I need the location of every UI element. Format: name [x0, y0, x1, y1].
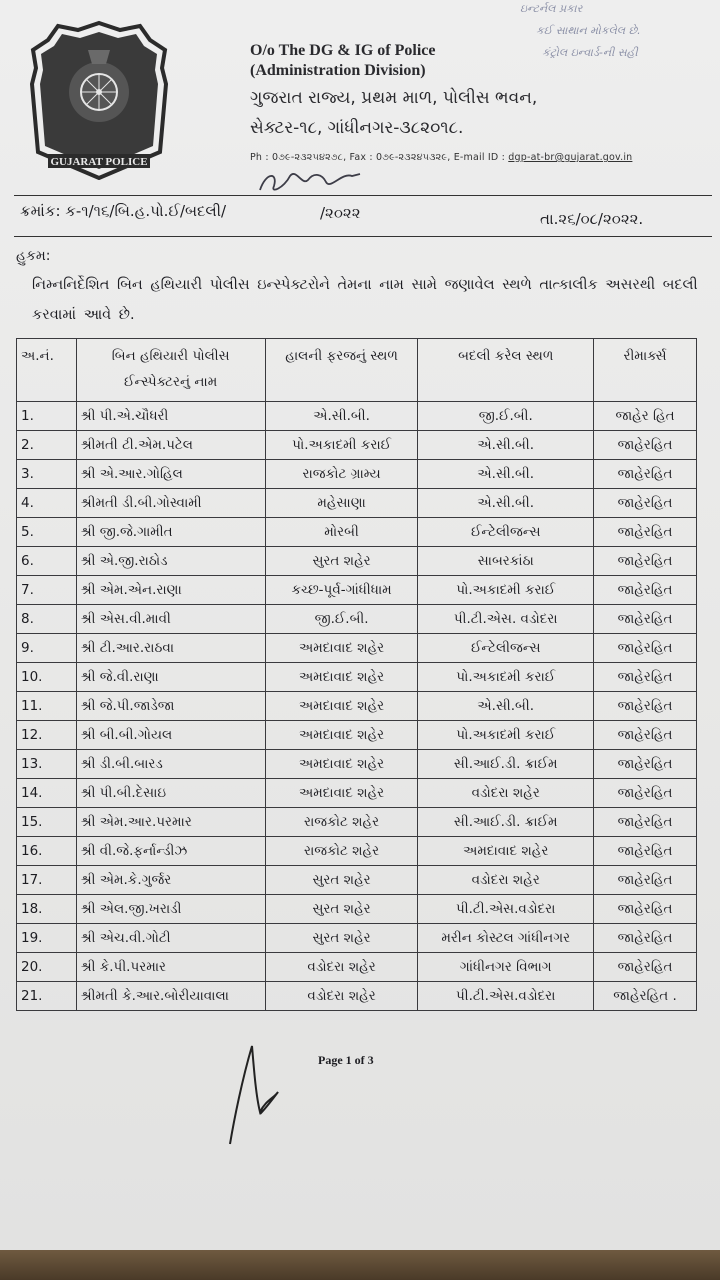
table-row: [17, 576, 697, 605]
cell-current-place: મોરબી: [265, 518, 418, 547]
cell-name: શ્રી એમ.કે.ગુર્જર: [76, 866, 265, 895]
cell-sr: 5.: [17, 518, 77, 547]
cell-transfer-place: સી.આઈ.ડી. ક્રાઈમ: [418, 808, 594, 837]
cell-remarks: જાહેરહિત: [594, 634, 697, 663]
cell-transfer-place: અમદાવાદ શહેર: [418, 837, 594, 866]
order-paragraph: નિમ્નનિર્દેશિત બિન હથિયારી પોલીસ ઇન્સ્પેક્ટરોને તેમના નામ સામે જણાવેલ સ્થળે તાત્કાલીક અસરથી બદલી કરવામાં આવે છે.: [32, 277, 698, 323]
cell-name: શ્રી જે.વી.રાણા: [76, 663, 265, 692]
cell-current-place: રાજકોટ શહેર: [265, 837, 418, 866]
cell-name: શ્રી બી.બી.ગોયલ: [76, 721, 265, 750]
cell-name: શ્રી એ.આર.ગોહિલ: [76, 460, 265, 489]
pencil-note-1: ઇન્ટર્નલ પ્રકાર: [520, 2, 583, 15]
table-row: [17, 460, 697, 489]
order-year: /૨૦૨૨: [320, 204, 361, 222]
header-sr: અ.નં.: [17, 339, 77, 402]
cell-name: શ્રી ડી.બી.બારડ: [76, 750, 265, 779]
cell-transfer-place: ઈન્ટેલીજન્સ: [418, 634, 594, 663]
address-line-1: ગુજરાત રાજ્ય, પ્રથમ માળ, પોલીસ ભવન,: [250, 88, 538, 108]
table-row: [17, 982, 697, 1011]
cell-current-place: સુરત શહેર: [265, 924, 418, 953]
cell-sr: 1.: [17, 402, 77, 431]
table-row: [17, 750, 697, 779]
table-row: [17, 431, 697, 460]
cell-remarks: જાહેરહિત: [594, 576, 697, 605]
cell-sr: 8.: [17, 605, 77, 634]
table-row: [17, 489, 697, 518]
table-row: [17, 866, 697, 895]
table-row: [17, 663, 697, 692]
cell-current-place: સુરત શહેર: [265, 866, 418, 895]
cell-transfer-place: એ.સી.બી.: [418, 692, 594, 721]
cell-remarks: જાહેર હિત: [594, 402, 697, 431]
cell-remarks: જાહેરહિત: [594, 489, 697, 518]
cell-remarks: જાહેરહિત: [594, 605, 697, 634]
cell-transfer-place: એ.સી.બી.: [418, 431, 594, 460]
cell-current-place: વડોદરા શહેર: [265, 982, 418, 1011]
cell-current-place: રાજકોટ શહેર: [265, 808, 418, 837]
cell-current-place: કચ્છ-પૂર્વ-ગાંધીધામ: [265, 576, 418, 605]
cell-transfer-place: પી.ટી.એસ.વડોદરા: [418, 982, 594, 1011]
office-name: O/o The DG & IG of Police: [250, 42, 436, 59]
cell-name: શ્રી એસ.વી.માવી: [76, 605, 265, 634]
contact-phone-fax: Ph : 0૭૯-૨૩૨૫૪૨૭૮, Fax : 0૭૯-૨૩૨૪૫૩૨૯, E-mail ID :: [250, 152, 506, 163]
cell-name: શ્રી જે.પી.જાડેજા: [76, 692, 265, 721]
address-line-2: સેક્ટર-૧૮, ગાંધીનગર-૩૮૨૦૧૮.: [250, 118, 464, 138]
cell-name: શ્રી એલ.જી.ખરાડી: [76, 895, 265, 924]
cell-transfer-place: પો.અકાદમી કરાઈ: [418, 663, 594, 692]
cell-sr: 2.: [17, 431, 77, 460]
cell-current-place: સુરત શહેર: [265, 547, 418, 576]
cell-sr: 4.: [17, 489, 77, 518]
cell-transfer-place: પી.ટી.એસ.વડોદરા: [418, 895, 594, 924]
pencil-note-2: કઈ સાથાન મોકલેલ છે.: [536, 24, 641, 37]
cell-remarks: જાહેરહિત: [594, 431, 697, 460]
header-transfer-place: બદલી કરેલ સ્થળ: [418, 339, 594, 402]
cell-current-place: પો.અકાદમી કરાઈ: [265, 431, 418, 460]
cell-remarks: જાહેરહિત: [594, 692, 697, 721]
cell-transfer-place: ગાંધીનગર વિભાગ: [418, 953, 594, 982]
cell-sr: 11.: [17, 692, 77, 721]
cell-sr: 12.: [17, 721, 77, 750]
cell-name: શ્રી કે.પી.પરમાર: [76, 953, 265, 982]
cell-transfer-place: એ.સી.બી.: [418, 460, 594, 489]
cell-transfer-place: વડોદરા શહેર: [418, 866, 594, 895]
division-name: (Administration Division): [250, 62, 426, 79]
cell-sr: 19.: [17, 924, 77, 953]
table-row: [17, 808, 697, 837]
cell-name: શ્રી જી.જે.ગામીત: [76, 518, 265, 547]
table-row: [17, 692, 697, 721]
cell-remarks: જાહેરહિત: [594, 924, 697, 953]
cell-sr: 9.: [17, 634, 77, 663]
table-row: [17, 721, 697, 750]
table-row: [17, 547, 697, 576]
cell-remarks: જાહેરહિત: [594, 547, 697, 576]
cell-remarks: જાહેરહિત: [594, 837, 697, 866]
cell-sr: 7.: [17, 576, 77, 605]
cell-current-place: એ.સી.બી.: [265, 402, 418, 431]
cell-sr: 3.: [17, 460, 77, 489]
cell-sr: 13.: [17, 750, 77, 779]
cell-sr: 17.: [17, 866, 77, 895]
emblem-text: GUJARAT POLICE: [50, 156, 148, 168]
cell-transfer-place: વડોદરા શહેર: [418, 779, 594, 808]
table-row: [17, 779, 697, 808]
cell-remarks: જાહેરહિત: [594, 866, 697, 895]
gujarat-police-emblem: [28, 20, 170, 180]
desk-background: [0, 1250, 720, 1280]
cell-transfer-place: પો.અકાદમી કરાઈ: [418, 721, 594, 750]
cell-remarks: જાહેરહિત: [594, 750, 697, 779]
handwritten-number: [256, 166, 366, 196]
cell-current-place: અમદાવાદ શહેર: [265, 750, 418, 779]
table-row: [17, 402, 697, 431]
cell-name: શ્રી એ.જી.રાઠોડ: [76, 547, 265, 576]
pencil-note-3: કંટ્રોલ ઇન્વાર્ડ-ની સહી: [542, 46, 638, 59]
cell-transfer-place: પો.અકાદમી કરાઈ: [418, 576, 594, 605]
cell-name: શ્રીમતી કે.આર.બોરીયાવાલા: [76, 982, 265, 1011]
cell-sr: 18.: [17, 895, 77, 924]
cell-name: શ્રી એચ.વી.ગોટી: [76, 924, 265, 953]
cell-name: શ્રી વી.જે.ફર્નાન્ડીઝ: [76, 837, 265, 866]
cell-current-place: અમદાવાદ શહેર: [265, 692, 418, 721]
cell-current-place: વડોદરા શહેર: [265, 953, 418, 982]
cell-sr: 10.: [17, 663, 77, 692]
cell-name: શ્રી એમ.એન.રાણા: [76, 576, 265, 605]
contact-email: dgp-at-br@gujarat.gov.in: [508, 152, 633, 163]
order-number: ક્રમાંક: ક-૧/૧૬/બિ.હ.પો.ઈ/બદલી/: [20, 202, 227, 220]
cell-name: શ્રી ટી.આર.રાઠવા: [76, 634, 265, 663]
table-row: [17, 895, 697, 924]
cell-remarks: જાહેરહિત: [594, 808, 697, 837]
cell-sr: 16.: [17, 837, 77, 866]
cell-transfer-place: જી.ઈ.બી.: [418, 402, 594, 431]
cell-remarks: જાહેરહિત: [594, 460, 697, 489]
contact-line: [250, 152, 632, 163]
cell-current-place: અમદાવાદ શહેર: [265, 779, 418, 808]
cell-remarks: જાહેરહિત: [594, 518, 697, 547]
cell-sr: 14.: [17, 779, 77, 808]
cell-name: શ્રી પી.બી.દેસાઇ: [76, 779, 265, 808]
cell-remarks: જાહેરહિત: [594, 953, 697, 982]
cell-current-place: અમદાવાદ શહેર: [265, 663, 418, 692]
cell-remarks: જાહેરહિત: [594, 895, 697, 924]
header-name: બિન હથિયારી પોલીસ ઈન્સ્પેક્ટરનું નામ: [76, 339, 265, 402]
cell-current-place: રાજકોટ ગ્રામ્ય: [265, 460, 418, 489]
page-number: Page 1 of 3: [318, 1053, 374, 1067]
cell-name: શ્રી પી.એ.ચૌધરી: [76, 402, 265, 431]
cell-transfer-place: સાબરકાંઠા: [418, 547, 594, 576]
order-heading: હુકમ:: [16, 248, 51, 264]
header-remarks: રીમાર્ક્સ: [594, 339, 697, 402]
table-row: [17, 634, 697, 663]
cell-sr: 20.: [17, 953, 77, 982]
cell-remarks: જાહેરહિત: [594, 779, 697, 808]
cell-sr: 6.: [17, 547, 77, 576]
cell-remarks: જાહેરહિત .: [594, 982, 697, 1011]
table-header-row: [17, 339, 697, 402]
signature: [226, 1040, 286, 1150]
cell-transfer-place: સી.આઈ.ડી. ક્રાઈમ: [418, 750, 594, 779]
table-row: [17, 924, 697, 953]
table-row: [17, 605, 697, 634]
cell-transfer-place: મરીન કોસ્ટલ ગાંધીનગર: [418, 924, 594, 953]
cell-transfer-place: ઈન્ટેલીજન્સ: [418, 518, 594, 547]
cell-current-place: મહેસાણા: [265, 489, 418, 518]
cell-remarks: જાહેરહિત: [594, 663, 697, 692]
cell-sr: 15.: [17, 808, 77, 837]
cell-transfer-place: પી.ટી.એસ. વડોદરા: [418, 605, 594, 634]
cell-remarks: જાહેરહિત: [594, 721, 697, 750]
cell-sr: 21.: [17, 982, 77, 1011]
cell-name: શ્રીમતી ટી.એમ.પટેલ: [76, 431, 265, 460]
cell-name: શ્રી એમ.આર.પરમાર: [76, 808, 265, 837]
order-date: તા.૨૬/૦૮/૨૦૨૨.: [540, 210, 644, 228]
cell-current-place: અમદાવાદ શહેર: [265, 721, 418, 750]
cell-transfer-place: એ.સી.બી.: [418, 489, 594, 518]
cell-current-place: જી.ઈ.બી.: [265, 605, 418, 634]
cell-name: શ્રીમતી ડી.બી.ગોસ્વામી: [76, 489, 265, 518]
header-current-place: હાલની ફરજનું સ્થળ: [265, 339, 418, 402]
transfer-table: [16, 338, 697, 1011]
cell-current-place: અમદાવાદ શહેર: [265, 634, 418, 663]
table-row: [17, 518, 697, 547]
cell-current-place: સુરત શહેર: [265, 895, 418, 924]
table-row: [17, 953, 697, 982]
table-row: [17, 837, 697, 866]
